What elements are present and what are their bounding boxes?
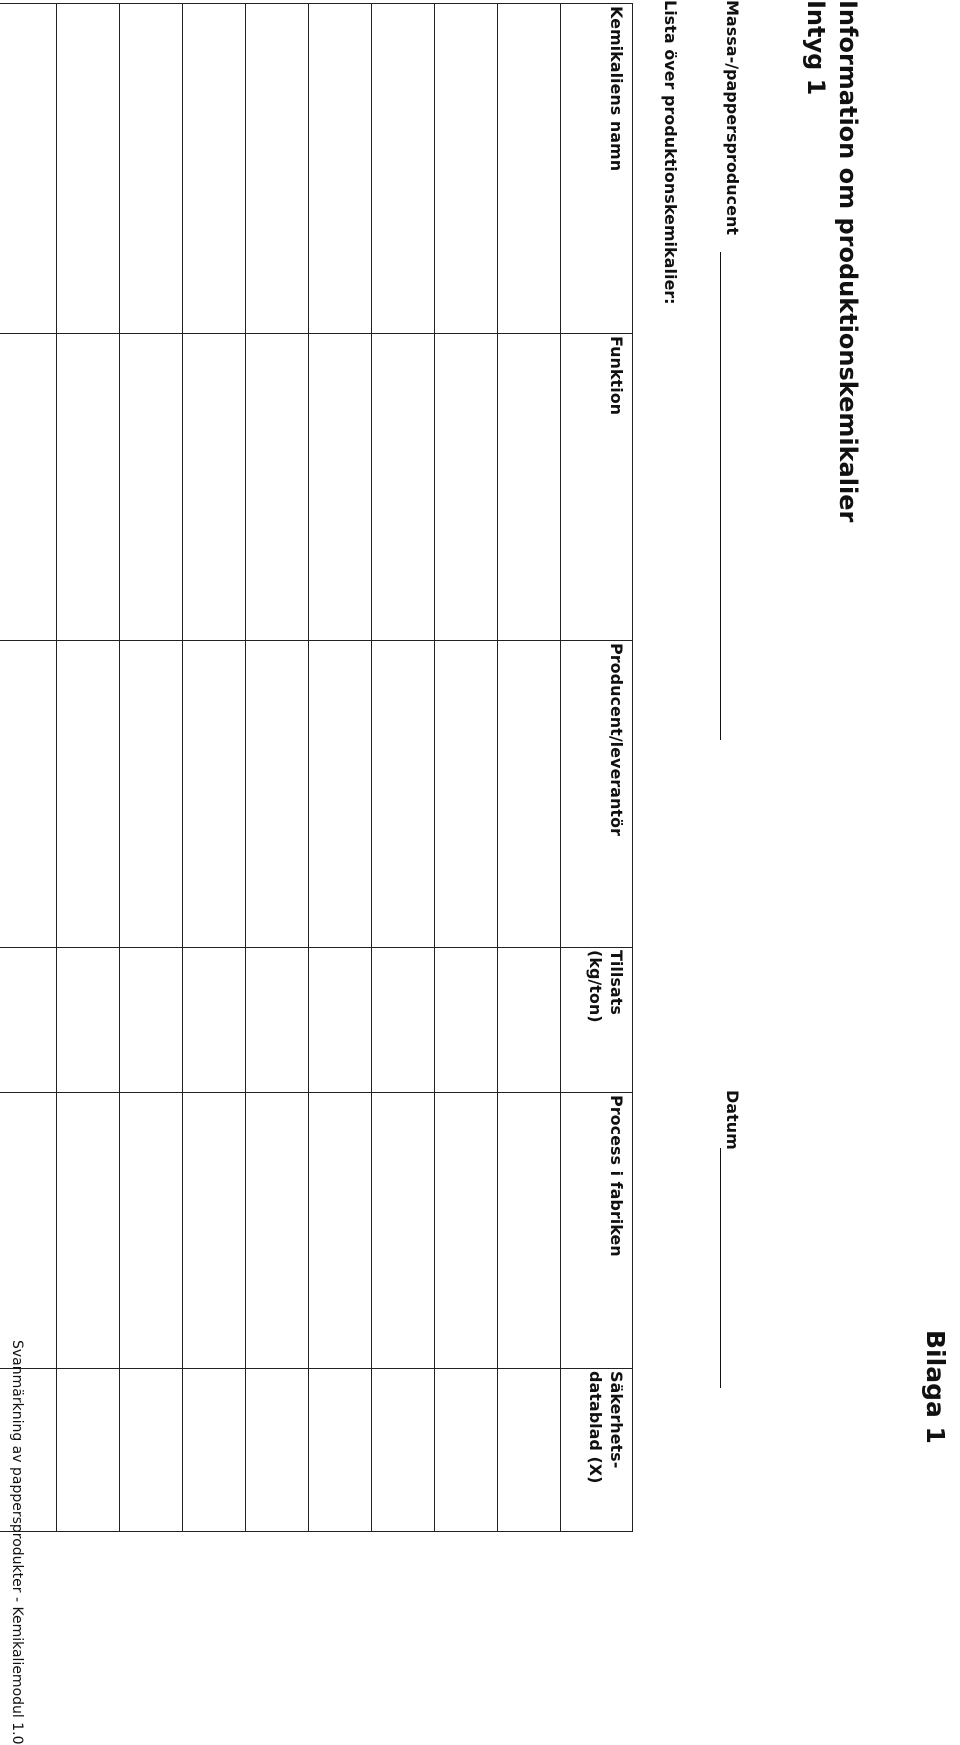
table-cell[interactable] — [309, 641, 372, 948]
table-cell[interactable] — [0, 1093, 57, 1369]
table-row — [372, 4, 435, 1532]
table-cell[interactable] — [246, 334, 309, 641]
table-cell[interactable] — [372, 334, 435, 641]
table-cell[interactable] — [120, 948, 183, 1093]
table-cell[interactable] — [183, 948, 246, 1093]
table-cell[interactable] — [0, 334, 57, 641]
table-cell[interactable] — [372, 1093, 435, 1369]
table-cell[interactable] — [309, 1093, 372, 1369]
table-cell[interactable] — [435, 1369, 498, 1532]
date-field[interactable] — [720, 1148, 721, 1388]
table-cell[interactable] — [498, 334, 561, 641]
table-cell[interactable] — [372, 1369, 435, 1532]
table-cell[interactable] — [435, 948, 498, 1093]
producer-field[interactable] — [720, 252, 721, 740]
table-cell[interactable] — [246, 1369, 309, 1532]
table-cell[interactable] — [246, 1093, 309, 1369]
table-row — [246, 4, 309, 1532]
certificate-label: Intyg 1 — [802, 0, 830, 96]
table-cell[interactable] — [0, 641, 57, 948]
table-cell[interactable] — [372, 948, 435, 1093]
table-cell[interactable] — [120, 1093, 183, 1369]
list-label: Lista över produktionskemikalier: — [661, 0, 680, 305]
table-cell[interactable] — [0, 948, 57, 1093]
column-header: Tillsats (kg/ton) — [561, 948, 633, 1093]
table-cell[interactable] — [435, 641, 498, 948]
table-row — [183, 4, 246, 1532]
column-header: Process i fabriken — [561, 1093, 633, 1369]
table-cell[interactable] — [120, 641, 183, 948]
table-cell[interactable] — [57, 641, 120, 948]
table-cell[interactable] — [120, 334, 183, 641]
table-cell[interactable] — [183, 334, 246, 641]
footer-text: Svanmärkning av pappersprodukter - Kemikaliemodul 1.0 — [9, 1340, 25, 1745]
table-cell[interactable] — [246, 4, 309, 334]
table-row — [435, 4, 498, 1532]
table-cell[interactable] — [309, 4, 372, 334]
producer-label: Massa-/pappersproducent — [723, 0, 742, 236]
table-cell[interactable] — [183, 1093, 246, 1369]
table-row — [309, 4, 372, 1532]
date-label: Datum — [723, 1090, 742, 1150]
table-cell[interactable] — [498, 1093, 561, 1369]
table-cell[interactable] — [372, 4, 435, 334]
table-cell[interactable] — [309, 948, 372, 1093]
table-cell[interactable] — [183, 4, 246, 334]
table-row — [120, 4, 183, 1532]
table-cell[interactable] — [183, 1369, 246, 1532]
table-row — [57, 4, 120, 1532]
column-header: Producent/leverantör — [561, 641, 633, 948]
table-cell[interactable] — [372, 641, 435, 948]
table-cell[interactable] — [0, 4, 57, 334]
table-cell[interactable] — [498, 641, 561, 948]
table-cell[interactable] — [57, 948, 120, 1093]
table-cell[interactable] — [498, 948, 561, 1093]
table-cell[interactable] — [183, 641, 246, 948]
table-row — [498, 4, 561, 1532]
column-header: Säkerhets-datablad (X) — [561, 1369, 633, 1532]
column-header: Funktion — [561, 334, 633, 641]
column-header: Kemikaliens namn — [561, 4, 633, 334]
table-cell[interactable] — [498, 1369, 561, 1532]
table-header-row — [561, 4, 633, 1532]
table-body — [0, 4, 561, 1532]
table-cell[interactable] — [435, 4, 498, 334]
appendix-label: Bilaga 1 — [921, 1330, 950, 1444]
table-cell[interactable] — [120, 4, 183, 334]
table-cell[interactable] — [57, 334, 120, 641]
table-cell[interactable] — [435, 334, 498, 641]
table-cell[interactable] — [309, 334, 372, 641]
table-cell[interactable] — [309, 1369, 372, 1532]
table-cell[interactable] — [246, 641, 309, 948]
table-row — [0, 4, 57, 1532]
table-cell[interactable] — [435, 1093, 498, 1369]
table-cell[interactable] — [246, 948, 309, 1093]
table-cell[interactable] — [120, 1369, 183, 1532]
chemicals-table — [0, 3, 633, 1532]
table-cell[interactable] — [57, 1369, 120, 1532]
table-cell[interactable] — [57, 4, 120, 334]
table-cell[interactable] — [57, 1093, 120, 1369]
table-cell[interactable] — [498, 4, 561, 334]
page-title: Information om produktionskemikalier — [834, 0, 862, 523]
